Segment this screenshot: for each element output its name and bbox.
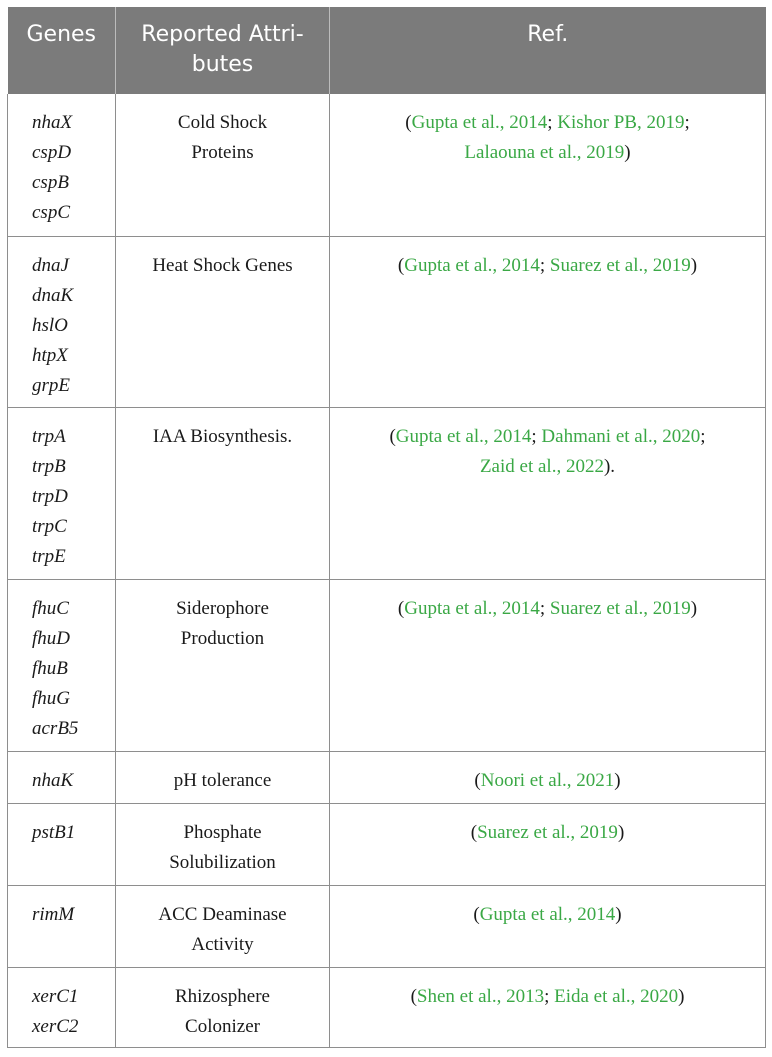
citation-punct: ; [539,598,550,619]
attribute-cell [116,237,330,408]
gene-name: fhuC [32,598,69,619]
ref-cell [330,94,766,237]
attribute-text: Proteins [191,142,254,163]
citation-punct: ( [470,822,478,843]
citation-punct: ( [410,986,417,1007]
citation-link[interactable]: Suarez et al., 2019 [549,255,691,276]
gene-name: rimM [32,904,75,925]
ref-cell [330,886,766,968]
genes-cell [8,804,116,886]
ref-cell [330,804,766,886]
ref-line [330,594,765,624]
gene-name: trpD [32,486,68,507]
citation-link[interactable]: Eida et al., 2020 [554,986,679,1007]
attribute-cell [116,94,330,237]
attribute-text: Solubilization [169,852,276,873]
citation-link[interactable]: Gupta et al., 2014 [411,112,548,133]
table-header-row [8,7,766,94]
attribute-cell [116,752,330,804]
table-row [8,886,766,968]
attribute-cell [116,886,330,968]
citation-punct: ; [539,255,550,276]
ref-line [330,452,765,482]
ref-line [330,900,765,930]
attribute-text: Activity [191,934,254,955]
gene-name: fhuB [32,658,68,679]
gene-name: xerC2 [32,1016,79,1037]
gene-attribute-table [7,7,766,1048]
citation-link[interactable]: Dahmani et al., 2020 [541,426,701,447]
ref-line [330,422,765,452]
header-ref: Ref. [330,7,766,94]
genes-cell [8,408,116,580]
gene-name: acrB5 [32,718,79,739]
citation-punct: ; [544,986,555,1007]
gene-name: cspD [32,142,72,163]
citation-punct: ). [603,456,616,477]
citation-punct: ; [684,112,690,133]
gene-name: dnaK [32,285,74,306]
table-row [8,968,766,1048]
ref-line [330,251,765,281]
ref-line [330,766,765,796]
gene-name: xerC1 [32,986,79,1007]
genes-cell [8,968,116,1048]
ref-cell [330,580,766,752]
ref-cell [330,968,766,1048]
citation-punct: ; [547,112,558,133]
citation-link[interactable]: Suarez et al., 2019 [549,598,691,619]
gene-name: htpX [32,345,68,366]
attribute-cell [116,968,330,1048]
attribute-cell [116,408,330,580]
gene-name: fhuG [32,688,70,709]
attribute-text: Colonizer [185,1016,260,1037]
header-genes: Genes [8,7,116,94]
gene-name: cspB [32,172,69,193]
ref-cell [330,408,766,580]
table-row [8,94,766,237]
genes-cell [8,580,116,752]
citation-punct: ( [474,770,481,791]
citation-link[interactable]: Gupta et al., 2014 [479,904,616,925]
ref-line [330,138,765,168]
attribute-text: Siderophore [176,598,269,619]
citation-punct: ( [397,255,405,276]
gene-name: grpE [32,375,70,396]
genes-cell [8,94,116,237]
table-row [8,408,766,580]
attribute-text: IAA Biosynthesis. [152,426,293,447]
ref-line [330,982,765,1012]
citation-punct: ) [678,986,685,1007]
citation-link[interactable]: Gupta et al., 2014 [395,426,532,447]
header-attributes-line2: butes [191,52,254,77]
attribute-text: Production [180,628,265,649]
citation-link[interactable]: Noori et al., 2021 [480,770,615,791]
attribute-text: Rhizosphere [175,986,270,1007]
attribute-text: Heat Shock Genes [152,255,293,276]
table-row [8,752,766,804]
gene-name: trpE [32,546,66,567]
citation-link[interactable]: Kishor PB, 2019 [557,112,685,133]
gene-name: hslO [32,315,68,336]
citation-punct: ( [397,598,405,619]
citation-punct: ; [531,426,542,447]
gene-name: nhaX [32,112,73,133]
gene-name: trpA [32,426,66,447]
citation-punct: ) [615,904,622,925]
genes-cell [8,886,116,968]
citation-link[interactable]: Shen et al., 2013 [416,986,545,1007]
genes-cell [8,752,116,804]
ref-line [330,818,765,848]
attribute-text: Phosphate [183,822,262,843]
citation-link[interactable]: Gupta et al., 2014 [404,598,540,619]
citation-punct: ) [624,142,631,163]
attribute-cell [116,580,330,752]
attribute-cell [116,804,330,886]
gene-name: trpB [32,456,66,477]
ref-cell [330,237,766,408]
ref-line [330,108,765,138]
citation-punct: ; [700,426,706,447]
gene-name: nhaK [32,770,74,791]
header-attributes-line1: Reported Attri- [141,22,304,47]
header-reported-attributes [116,7,330,94]
gene-name: trpC [32,516,67,537]
citation-link[interactable]: Suarez et al., 2019 [477,822,618,843]
citation-link[interactable]: Zaid et al., 2022 [479,456,604,477]
table-row [8,804,766,886]
ref-cell [330,752,766,804]
citation-link[interactable]: Gupta et al., 2014 [404,255,540,276]
gene-name: dnaJ [32,255,69,276]
attribute-text: pH tolerance [173,770,272,791]
attribute-text: Cold Shock [177,112,268,133]
attribute-text: ACC Deaminase [158,904,287,925]
citation-punct: ) [690,598,698,619]
citation-punct: ( [389,426,396,447]
table-row [8,237,766,408]
citation-punct: ) [690,255,698,276]
citation-punct: ( [473,904,480,925]
table-row [8,580,766,752]
genes-cell [8,237,116,408]
citation-link[interactable]: Lalaouna et al., 2019 [464,142,625,163]
gene-name: pstB1 [32,822,76,843]
gene-name: fhuD [32,628,70,649]
gene-name: cspC [32,202,70,223]
citation-punct: ( [405,112,412,133]
citation-punct: ) [614,770,621,791]
citation-punct: ) [617,822,625,843]
